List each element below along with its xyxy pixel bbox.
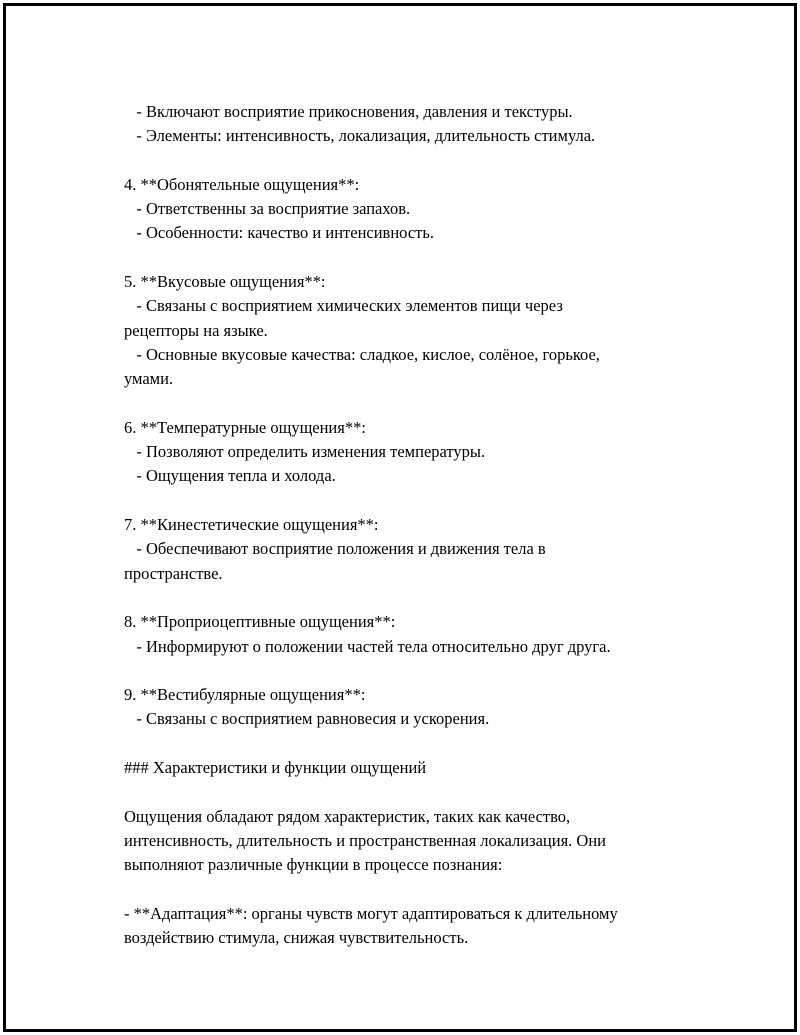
paragraph-line: выполняют различные функции в процессе познания: — [124, 855, 503, 875]
bullet-adaptation: - **Адаптация**: органы чувств могут адаптироваться к длительному — [124, 903, 618, 923]
text-line: - Информируют о положении частей тела относительно друг друга. — [124, 636, 611, 656]
text-line: пространстве. — [124, 563, 223, 583]
text-line: рецепторы на языке. — [124, 320, 268, 340]
section-heading-olfactory: 4. **Обонятельные ощущения**: — [124, 174, 360, 194]
section-heading-kinesthetic: 7. **Кинестетические ощущения**: — [124, 515, 379, 535]
text-line: - Элементы: интенсивность, локализация, длительность стимула. — [124, 126, 596, 146]
blank-line — [124, 732, 724, 756]
text-line: - Обеспечивают восприятие положения и движения тела в — [124, 539, 546, 559]
blank-line — [124, 489, 724, 513]
blank-line — [124, 586, 724, 610]
text-line: умами. — [124, 369, 174, 389]
blank-line — [124, 780, 724, 804]
text-line: - Позволяют определить изменения температуры. — [124, 442, 486, 462]
section-heading-vestibular: 9. **Вестибулярные ощущения**: — [124, 685, 366, 705]
text-line: - Основные вкусовые качества: сладкое, кислое, солёное, горькое, — [124, 344, 600, 364]
blank-line — [124, 878, 724, 902]
paragraph-line: Ощущения обладают рядом характеристик, таких как качество, — [124, 806, 571, 826]
document-body — [124, 100, 724, 950]
section-heading-temperature: 6. **Температурные ощущения**: — [124, 417, 366, 437]
section-heading-proprioceptive: 8. **Проприоцептивные ощущения**: — [124, 612, 396, 632]
text-line: - Ощущения тепла и холода. — [124, 466, 336, 486]
text-line: - Связаны с восприятием химических элементов пищи через — [124, 296, 563, 316]
text-line: - Включают восприятие прикосновения, давления и текстуры. — [124, 102, 573, 121]
blank-line — [124, 246, 724, 270]
text-line: - Связаны с восприятием равновесия и ускорения. — [124, 709, 490, 729]
text-line: - Особенности: качество и интенсивность. — [124, 223, 435, 243]
blank-line — [124, 659, 724, 683]
bullet-adaptation-continued: воздействию стимула, снижая чувствительность. — [124, 928, 469, 948]
page-frame — [3, 3, 797, 1032]
blank-line — [124, 392, 724, 416]
blank-line — [124, 149, 724, 173]
subheading-characteristics: ### Характеристики и функции ощущений — [124, 758, 427, 778]
text-line: - Ответственны за восприятие запахов. — [124, 199, 411, 219]
section-heading-gustatory: 5. **Вкусовые ощущения**: — [124, 272, 326, 292]
paragraph-line: интенсивность, длительность и пространственная локализация. Они — [124, 830, 606, 850]
